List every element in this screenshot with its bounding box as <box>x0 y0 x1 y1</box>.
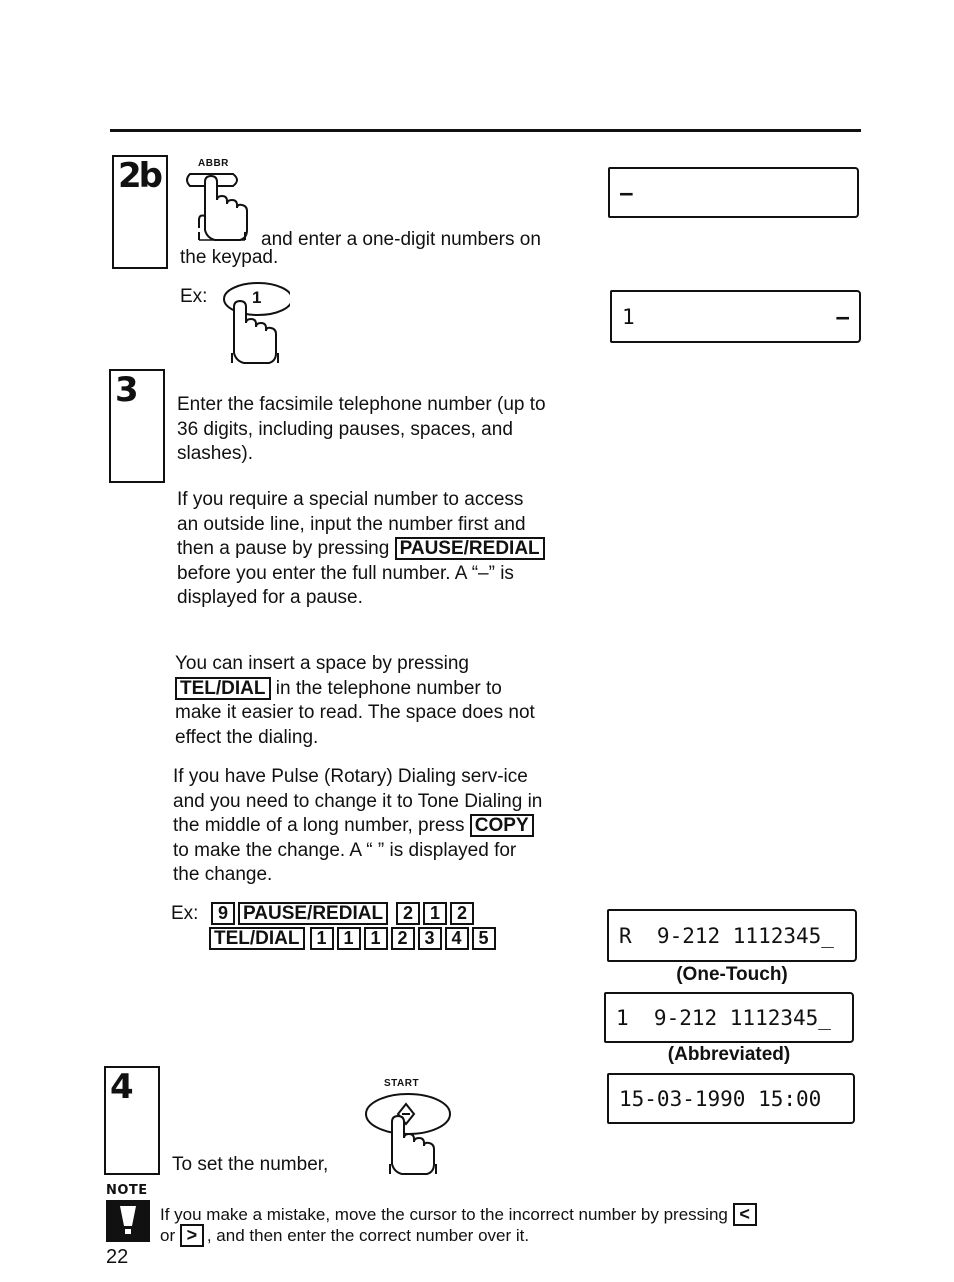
step-3-para-2-b: before you enter the full number. A “–” is displayed for a pause. <box>177 562 514 608</box>
note-line-2-text: , and then enter the correct number over it. <box>206 1226 530 1245</box>
step-3-para-4 <box>173 765 543 888</box>
step-3-para-4-b: to make the change. A “ ” is displayed for the change. <box>173 839 517 885</box>
start-button-illustration <box>362 1076 458 1176</box>
note-line-1 <box>160 1203 760 1226</box>
note-line-2 <box>160 1224 529 1247</box>
copy-key: COPY <box>470 814 534 837</box>
display-one <box>610 290 861 343</box>
step-4-number: 4 <box>110 1067 131 1107</box>
step-3-para-1: Enter the facsimile telephone number (up to 36 digits, including pauses, spaces, and slashes). <box>177 394 546 464</box>
ex-key-3: 3 <box>418 927 442 950</box>
ex-key-2b: 2 <box>450 902 474 925</box>
step-2b-text-1: and enter a one-digit numbers on <box>261 229 541 250</box>
step-2b-ex-label: Ex: <box>180 286 208 307</box>
finger-press-icon <box>185 170 255 242</box>
note-icon <box>106 1200 150 1242</box>
page-number: 22 <box>106 1246 129 1268</box>
step-3-ex-label: Ex: <box>171 903 199 924</box>
pause-redial-key: PAUSE/REDIAL <box>395 537 545 560</box>
ex-key-tel-dial: TEL/DIAL <box>209 927 305 950</box>
abbreviated-caption: (Abbreviated) <box>667 1044 791 1065</box>
display-one-touch-text: R 9-212 1112345_ <box>619 923 834 948</box>
display-one-left: 1 <box>622 304 635 329</box>
ex-key-5: 5 <box>472 927 496 950</box>
step-3-para-3 <box>175 652 545 750</box>
display-abbreviated-text: 1 9-212 1112345_ <box>616 1005 831 1030</box>
step-3-para-2-a: If you require a special number to access an outside line, input the number first and then a pause by pressing <box>177 489 526 559</box>
finger-press-start-icon <box>362 1090 458 1176</box>
ex-key-1a: 1 <box>423 902 447 925</box>
display-datetime-text: 15-03-1990 15:00 <box>619 1086 822 1111</box>
display-datetime <box>607 1073 855 1124</box>
display-dash <box>608 167 859 218</box>
step-4-text: To set the number, <box>172 1154 329 1175</box>
start-button-label: START <box>384 1078 420 1089</box>
key-1-illustration <box>220 281 290 365</box>
display-abbreviated <box>604 992 854 1043</box>
step-2b-text-2: the keypad. <box>180 247 279 268</box>
key-1-label: 1 <box>252 288 262 307</box>
display-dash-text: – <box>620 180 633 205</box>
display-one-touch <box>607 909 857 962</box>
example-key-row-2 <box>209 927 499 950</box>
ex-key-9: 9 <box>211 902 235 925</box>
ex-key-pause-redial: PAUSE/REDIAL <box>238 902 388 925</box>
step-4-box <box>104 1066 160 1175</box>
cursor-right-key: > <box>180 1224 204 1247</box>
cursor-left-key: < <box>733 1203 757 1226</box>
note-line-1-text: If you make a mistake, move the cursor to the incorrect number by pressing <box>160 1205 728 1224</box>
step-2b-number: 2b <box>118 156 160 196</box>
step-3-para-2 <box>177 488 547 611</box>
tel-dial-key: TEL/DIAL <box>175 677 271 700</box>
ex-key-1c: 1 <box>337 927 361 950</box>
step-3-para-4-a: If you have Pulse (Rotary) Dialing serv-ice and you need to change it to Tone Dialing in the middle of a long number, press <box>173 766 543 836</box>
step-2b-box <box>112 155 168 269</box>
ex-key-1d: 1 <box>364 927 388 950</box>
display-one-right: – <box>836 304 849 329</box>
ex-key-4: 4 <box>445 927 469 950</box>
example-key-row-1 <box>211 902 477 925</box>
step-3-para-3-b: in the telephone number to make it easier to read. The space does not effect the dialing. <box>175 677 535 748</box>
note-label: NOTE <box>106 1183 148 1198</box>
ex-key-1b: 1 <box>310 927 334 950</box>
warning-lamp-icon <box>106 1200 150 1242</box>
top-rule <box>110 129 861 132</box>
step-3-box <box>109 369 165 483</box>
ex-key-2c: 2 <box>391 927 415 950</box>
step-3-number: 3 <box>115 370 136 410</box>
ex-key-2a: 2 <box>396 902 420 925</box>
abbr-button-label: ABBR <box>198 158 229 169</box>
note-line-2-or: or <box>160 1226 176 1245</box>
abbr-button-illustration <box>185 158 255 240</box>
step-3-para-3-a: You can insert a space by pressing <box>175 653 469 674</box>
one-touch-caption: (One-Touch) <box>676 964 788 985</box>
